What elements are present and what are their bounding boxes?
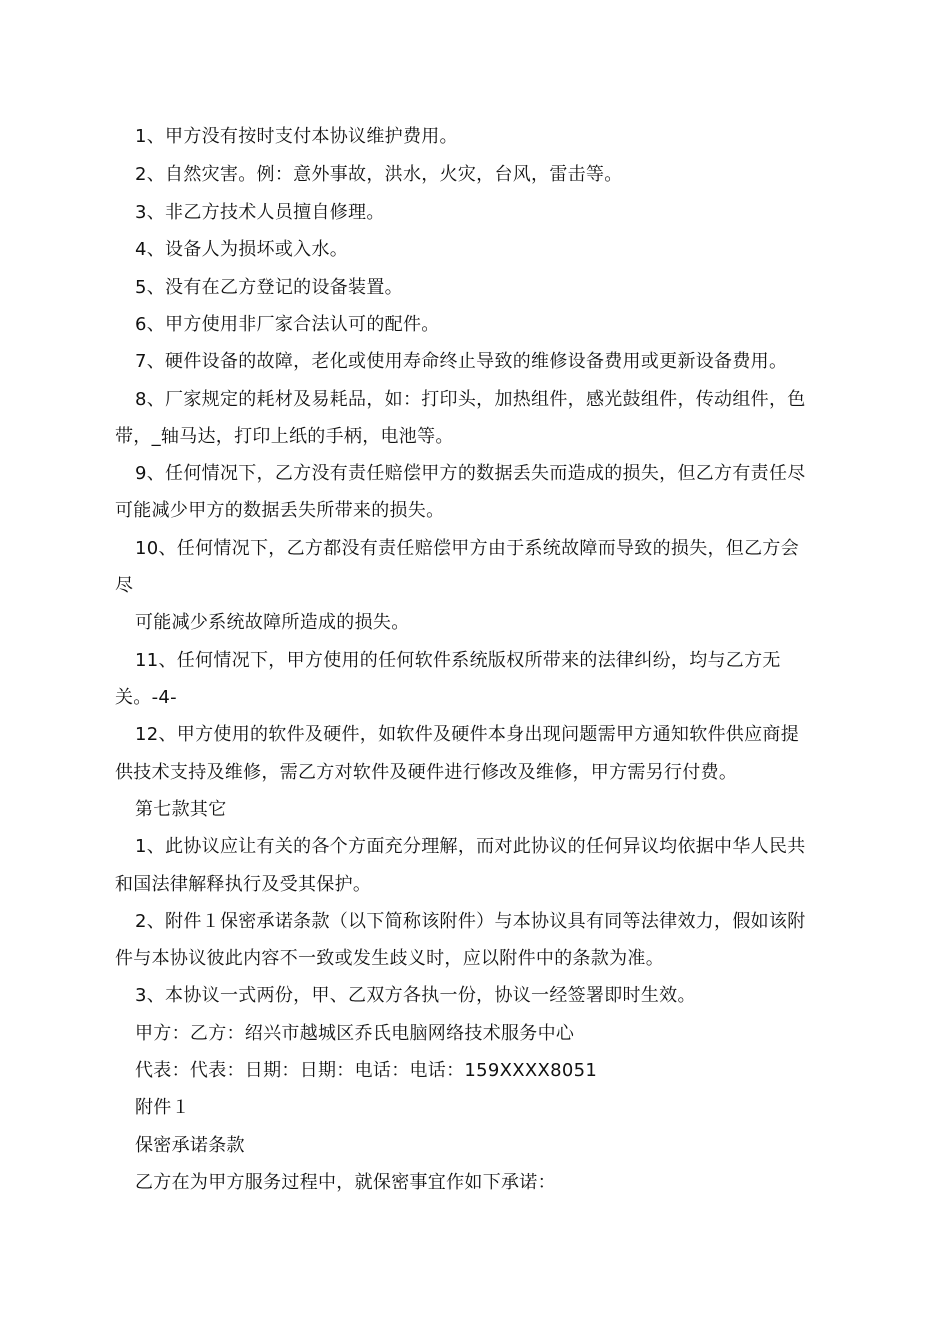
clause-line: 10、任何情况下，乙方都没有责任赔偿甲方由于系统故障而导致的损失，但乙方会 bbox=[135, 538, 800, 559]
clause-line: 2、自然灾害。例：意外事故，洪水，火灾，台风，雷击等。 bbox=[135, 164, 623, 185]
signature-contacts: 代表：代表：日期：日期：电话：电话：159XXXX8051 bbox=[135, 1060, 598, 1081]
clause-line: 1、此协议应让有关的各个方面充分理解，而对此协议的任何异议均依据中华人民共 bbox=[135, 836, 806, 857]
clause-line: 尽 bbox=[115, 575, 134, 596]
clause-line: 和国法律解释执行及受其保护。 bbox=[115, 874, 372, 895]
clause-line: 12、甲方使用的软件及硬件，如软件及硬件本身出现问题需甲方通知软件供应商提 bbox=[135, 724, 800, 745]
clause-line: 3、本协议一式两份，甲、乙双方各执一份，协议一经签署即时生效。 bbox=[135, 985, 696, 1006]
clause-line: 关。-4- bbox=[115, 687, 177, 708]
clause-line: 9、任何情况下，乙方没有责任赔偿甲方的数据丢失而造成的损失，但乙方有责任尽 bbox=[135, 463, 806, 484]
clause-line: 7、硬件设备的故障，老化或使用寿命终止导致的维修设备费用或更新设备费用。 bbox=[135, 351, 788, 372]
section-heading: 第七款其它 bbox=[135, 799, 227, 820]
clause-line: 1、甲方没有按时支付本协议维护费用。 bbox=[135, 126, 458, 147]
clause-line: 可能减少甲方的数据丢失所带来的损失。 bbox=[115, 500, 445, 521]
clause-line: 11、任何情况下，甲方使用的任何软件系统版权所带来的法律纠纷，均与乙方无 bbox=[135, 650, 781, 671]
clause-line: 3、非乙方技术人员擅自修理。 bbox=[135, 202, 385, 223]
clause-line: 2、附件１保密承诺条款（以下简称该附件）与本协议具有同等法律效力，假如该附 bbox=[135, 911, 806, 932]
clause-line: 可能减少系统故障所造成的损失。 bbox=[135, 612, 410, 633]
clause-line: 供技术支持及维修，需乙方对软件及硬件进行修改及维修，甲方需另行付费。 bbox=[115, 762, 738, 783]
clause-line: 6、甲方使用非厂家合法认可的配件。 bbox=[135, 314, 440, 335]
appendix-label: 附件１ bbox=[135, 1097, 190, 1118]
appendix-title: 保密承诺条款 bbox=[135, 1135, 245, 1156]
appendix-intro: 乙方在为甲方服务过程中，就保密事宜作如下承诺： bbox=[135, 1172, 556, 1193]
clause-line: 带，_轴马达，打印上纸的手柄，电池等。 bbox=[115, 426, 454, 447]
signature-parties: 甲方：乙方：绍兴市越城区乔氏电脑网络技术服务中心 bbox=[135, 1023, 575, 1044]
clause-line: 件与本协议彼此内容不一致或发生歧义时，应以附件中的条款为准。 bbox=[115, 948, 664, 969]
clause-line: 5、没有在乙方登记的设备装置。 bbox=[135, 277, 403, 298]
clause-line: 8、厂家规定的耗材及易耗品，如：打印头，加热组件，感光鼓组件，传动组件，色 bbox=[135, 389, 806, 410]
clause-line: 4、设备人为损坏或入水。 bbox=[135, 239, 349, 260]
